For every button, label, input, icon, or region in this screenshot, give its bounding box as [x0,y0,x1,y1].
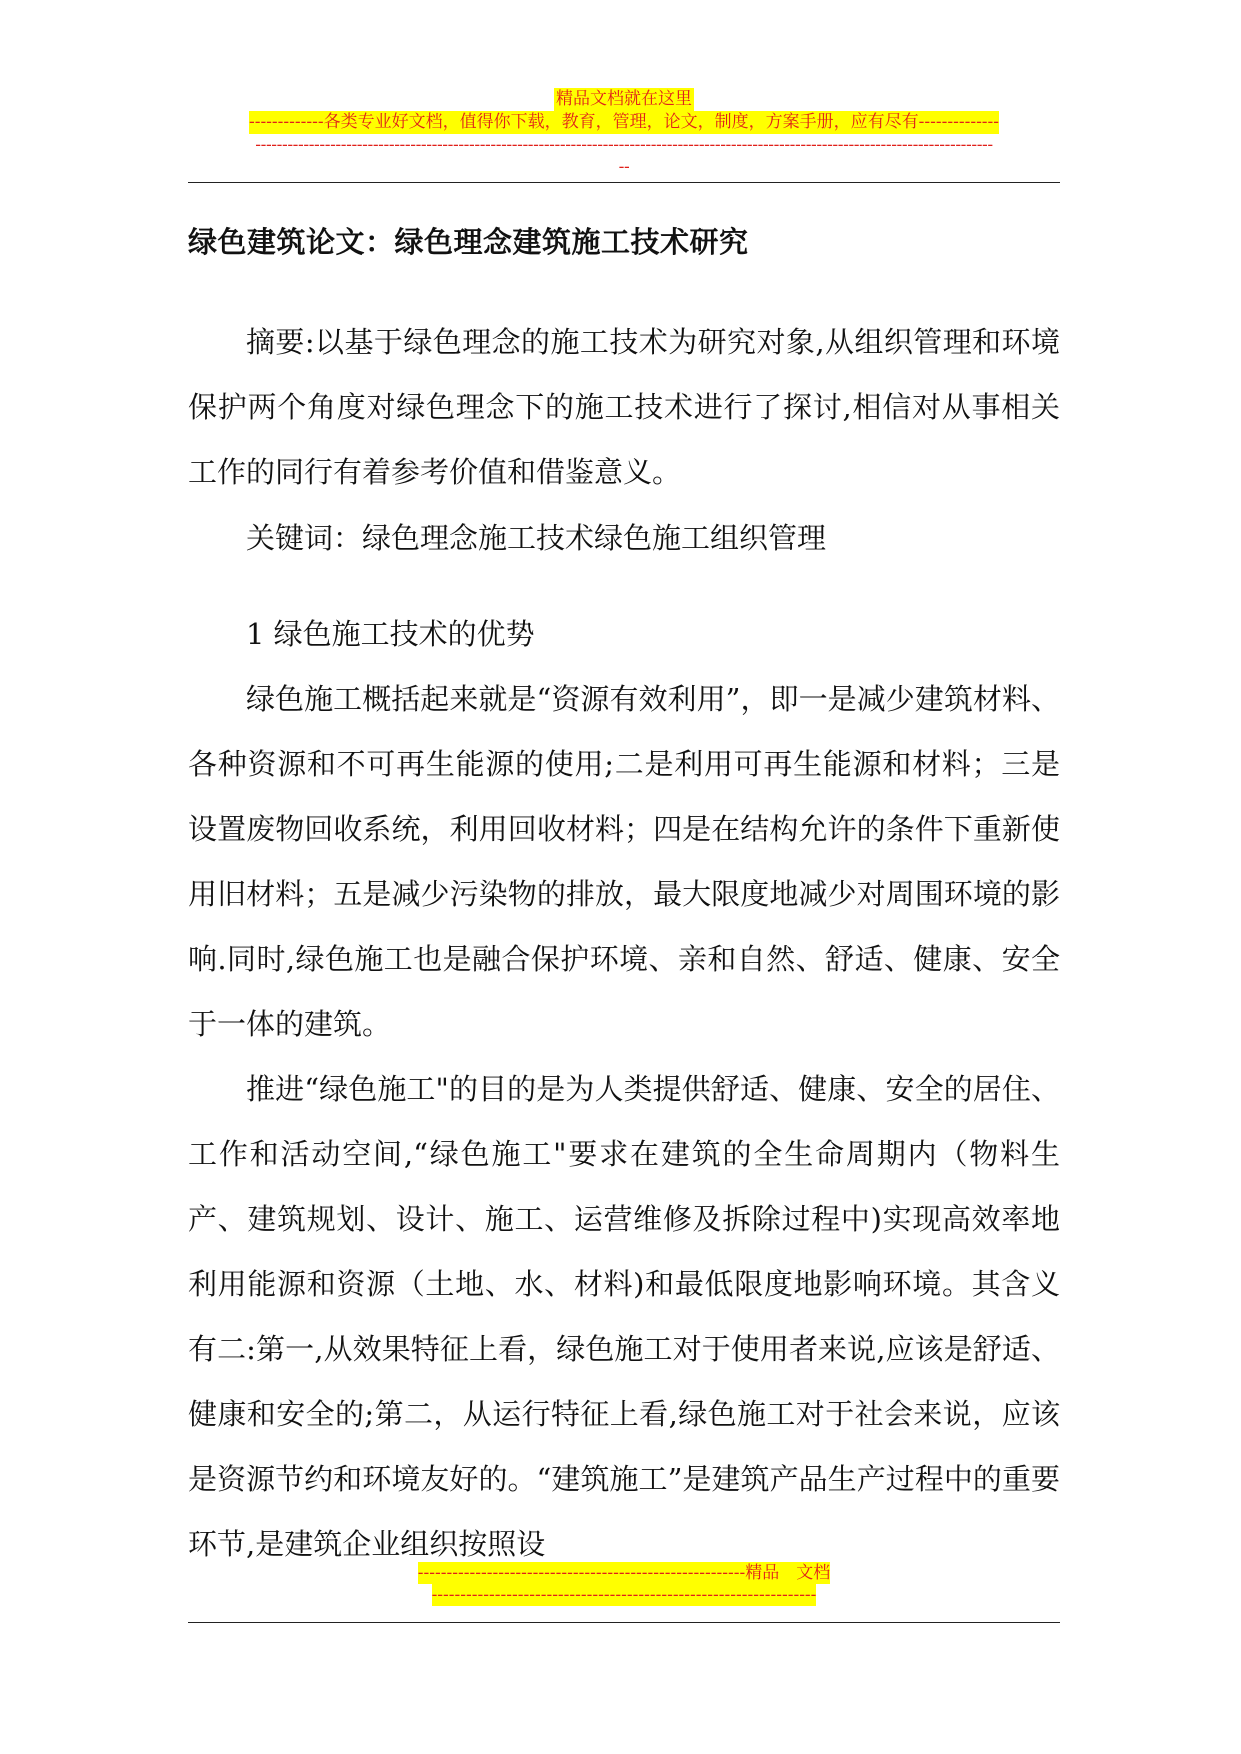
section-heading: 1 绿色施工技术的优势 [246,617,535,651]
header-brand: 精品文档就在这里 [556,89,692,109]
body-paragraph-1: 绿色施工概括起来就是“资源有效利用”，即一是减少建筑材料、各种资源和不可再生能源的使用;二是利用可再生能源和材料；三是设置废物回收系统，利用回收材料；四是在结构允许的条件下重新使用旧材料；五是减少污染物的排放，最大限度地减少对周围环境的影响.同时,绿色施工也是融合保护环境、亲和自然、舒适、健康、安全于一体的建筑。 [188,682,1060,1041]
header-brand-line [188,88,1060,111]
abstract-paragraph: 摘要:以基于绿色理念的施工技术为研究对象,从组织管理和环境保护两个角度对绿色理念下的施工技术进行了探讨,相信对从事相关工作的同行有着参考价值和借鉴意义。 [188,325,1060,489]
header-separator-2: -- [618,157,630,177]
page-footer [188,1562,1060,1606]
header-tagline-line [188,111,1060,134]
footer-line-2: ------------------------------------------------------------------- [431,1585,817,1605]
header-separator-2-wrap [188,156,1060,178]
header-separator-1: ------------------------------------------------------------------------------------------------------------------------------------------ [255,135,993,155]
footer-line-1-wrap [188,1562,1060,1584]
page-header [188,88,1060,178]
header-rule [188,182,1060,183]
keywords-paragraph: 关键词：绿色理念施工技术绿色施工组织管理 [246,521,827,555]
document-title: 绿色建筑论文：绿色理念建筑施工技术研究 [188,225,749,259]
section-1 [188,602,1060,1577]
body-paragraph-2: 推进“绿色施工"的目的是为人类提供舒适、健康、安全的居住、工作和活动空间,“绿色施工"要求在建筑的全生命周期内（物料生产、建筑规划、设计、施工、运营维修及拆除过程中)实现高效率地利用能源和资源（土地、水、材料)和最低限度地影响环境。其含义有二:第一,从效果特征上看，绿色施工对于使用者来说,应该是舒适、健康和安全的;第二，从运行特征上看,绿色施工对于社会来说，应该是资源节约和环境友好的。“建筑施工”是建筑产品生产过程中的重要环节,是建筑企业组织按照设 [188,1072,1060,1561]
footer-line-2-wrap [188,1584,1060,1606]
header-tagline: -------------各类专业好文档，值得你下载，教育，管理，论文，制度，方案手册，应有尽有-------------- [248,112,1000,132]
footer-line-1: ---------------------------------------------------------精品 文档 [417,1563,831,1583]
footer-rule [188,1622,1060,1623]
keywords-block [188,506,1060,571]
abstract-block [188,310,1060,505]
